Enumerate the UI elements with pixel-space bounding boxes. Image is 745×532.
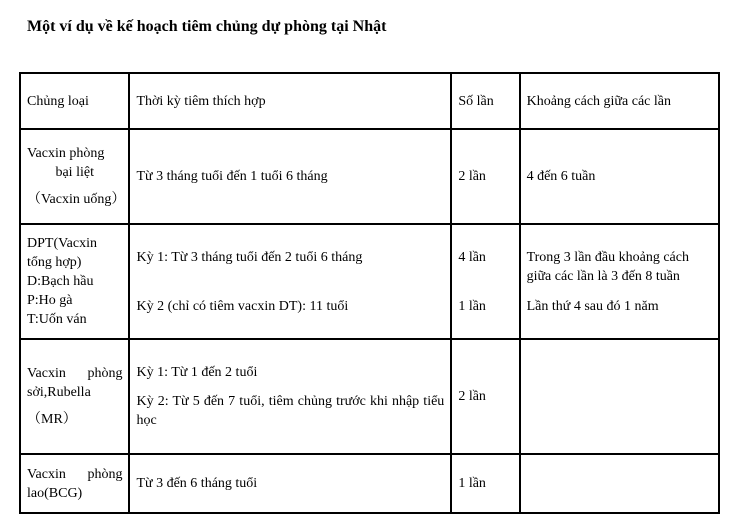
cell-type (20, 129, 129, 224)
count-line: 1 lần (458, 476, 486, 491)
table-row (20, 224, 719, 339)
cell-type (20, 339, 129, 454)
cell-count (451, 224, 519, 339)
type-line: bại liệt (55, 165, 94, 180)
vaccination-schedule-table (19, 72, 720, 514)
table-row (20, 454, 719, 513)
page-title: Một ví dụ về kế hoạch tiêm chủng dự phòng tại Nhật (27, 18, 387, 35)
cell-type (20, 454, 129, 513)
cell-count (451, 339, 519, 454)
cell-period (129, 339, 451, 454)
table-row (20, 129, 719, 224)
cell-interval (520, 224, 719, 339)
type-line: Vacxin phòng lao(BCG) (27, 466, 123, 501)
interval-line: 4 đến 6 tuần (526, 169, 596, 184)
type-line: Vacxin phòng sởi,Rubella (27, 366, 123, 400)
header-type: Chủng loại (20, 73, 129, 129)
type-line: （Vacxin uống） (27, 192, 126, 207)
type-line: T:Uốn ván (27, 312, 87, 327)
table-header-row (20, 73, 719, 129)
type-line: DPT(Vacxin tổng hợp) (27, 236, 97, 270)
table-row (20, 339, 719, 454)
header-interval: Khoảng cách giữa các lần (520, 73, 719, 129)
period-line: Kỳ 2 (chỉ có tiêm vacxin DT): 11 tuổi (136, 298, 349, 314)
type-line: Vacxin phòng (27, 146, 105, 161)
period-line: Từ 3 tháng tuổi đến 1 tuổi 6 tháng (136, 169, 328, 184)
header-period: Thời kỳ tiêm thích hợp (129, 73, 451, 129)
period-line: Kỳ 1: Từ 3 tháng tuổi đến 2 tuổi 6 tháng (136, 249, 363, 265)
cell-count (451, 454, 519, 513)
interval-line: Trong 3 lần đầu khoảng cách giữa các lần là 3 đến 8 tuần (526, 249, 689, 284)
type-line: P:Ho gà (27, 293, 73, 308)
period-line: Từ 3 đến 6 tháng tuổi (136, 476, 258, 491)
cell-type (20, 224, 129, 339)
cell-interval (520, 454, 719, 513)
count-line: 2 lần (458, 169, 486, 184)
header-count: Số lần (451, 73, 519, 129)
cell-count (451, 129, 519, 224)
period-line: Kỳ 1: Từ 1 đến 2 tuổi (136, 365, 258, 380)
cell-period (129, 129, 451, 224)
cell-interval (520, 129, 719, 224)
interval-line: Lần thứ 4 sau đó 1 năm (526, 298, 659, 314)
period-line: Kỳ 2: Từ 5 đến 7 tuổi, tiêm chủng trước khi nhập tiểu học (136, 394, 445, 428)
cell-interval (520, 339, 719, 454)
cell-period (129, 224, 451, 339)
count-line: 2 lần (458, 389, 486, 404)
type-line: D:Bạch hầu (27, 274, 94, 289)
count-line: 1 lần (458, 298, 486, 314)
count-line: 4 lần (458, 249, 486, 265)
cell-period (129, 454, 451, 513)
type-line: （MR） (27, 412, 77, 427)
